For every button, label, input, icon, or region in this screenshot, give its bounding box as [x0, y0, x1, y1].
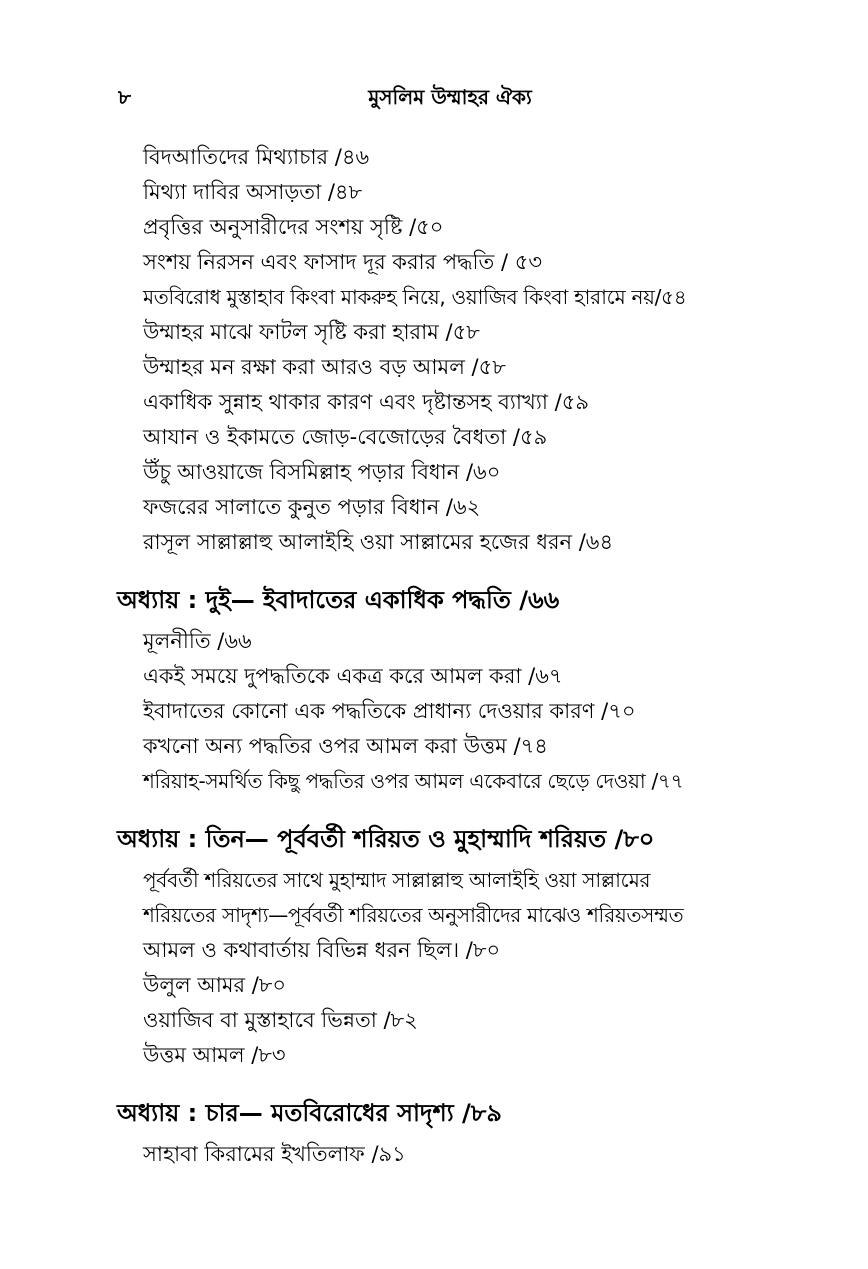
chapter-four-entries: [0, 1137, 868, 1172]
toc-entry: আযান ও ইকামতে জোড়-বেজোড়ের বৈধতা /৫৯: [143, 425, 548, 449]
toc-entry: আমল ও কথাবার্তায় বিভিন্ন ধরন ছিল। /৮০: [143, 938, 501, 962]
toc-entry: মতবিরোধ মুস্তাহাব কিংবা মাকরুহ নিয়ে, ওয়াজিব কিংবা হারামে নয়/৫৪: [143, 285, 687, 309]
toc-entry: উম্মাহর মাঝে ফাটল সৃষ্টি করা হারাম /৫৮: [143, 320, 480, 344]
toc-entry: একই সময়ে দুপদ্ধতিকে একত্র করে আমল করা /৬৭: [143, 664, 563, 688]
page-number: ৮: [118, 85, 131, 109]
table-of-contents: [0, 140, 868, 1172]
book-title: মুসলিম উম্মাহর ঐক্য: [368, 85, 532, 109]
chapter-heading-two: অধ্যায় : দুই— ইবাদাতের একাধিক পদ্ধতি /৬৬: [117, 586, 560, 614]
toc-entry: সংশয় নিরসন এবং ফাসাদ দূর করার পদ্ধতি / ৫৩: [143, 250, 542, 274]
chapter-three-entries: [0, 863, 868, 1073]
toc-entry: উম্মাহর মন রক্ষা করা আরও বড় আমল /৫৮: [143, 355, 506, 379]
toc-entry: শরিয়াহ-সমর্থিত কিছু পদ্ধতির ওপর আমল একেবারে ছেড়ে দেওয়া /৭৭: [143, 769, 684, 793]
toc-entry: কখনো অন্য পদ্ধতির ওপর আমল করা উত্তম /৭৪: [143, 734, 548, 758]
chapter-heading-four: অধ্যায় : চার— মতবিরোধের সাদৃশ্য /৮৯: [117, 1099, 502, 1127]
running-head: [0, 80, 868, 114]
toc-entry: সাহাবা কিরামের ইখতিলাফ /৯১: [143, 1142, 406, 1166]
toc-entry: রাসূল সাল্লাল্লাহু আলাইহি ওয়া সাল্লামের হজের ধরন /৬৪: [143, 530, 614, 554]
toc-entry: মিথ্যা দাবির অসাড়তা /৪৮: [143, 180, 363, 204]
toc-entry: ফজরের সালাতে কুনুত পড়ার বিধান /৬২: [143, 495, 481, 519]
toc-entry: উলুল আমর /৮০: [143, 973, 287, 997]
toc-entry: ওয়াজিব বা মুস্তাহাবে ভিন্নতা /৮২: [143, 1008, 418, 1032]
toc-entry: শরিয়তের সাদৃশ্য—পূর্ববর্তী শরিয়তের অনুসারীদের মাঝেও শরিয়তসম্মত: [143, 903, 684, 927]
toc-entry: ইবাদাতের কোনো এক পদ্ধতিকে প্রাধান্য দেওয়ার কারণ /৭০: [143, 699, 636, 723]
toc-entry: উঁচু আওয়াজে বিসমিল্লাহ পড়ার বিধান /৬০: [143, 460, 501, 484]
toc-entry: প্রবৃত্তির অনুসারীদের সংশয় সৃষ্টি /৫০: [143, 215, 444, 239]
toc-entry: বিদআতিদের মিথ্যাচার /৪৬: [143, 145, 370, 169]
chapter-two-entries: [0, 624, 868, 799]
toc-entry: পূর্ববর্তী শরিয়তের সাথে মুহাম্মাদ সাল্লাল্লাহু আলাইহি ওয়া সাল্লামের: [143, 868, 651, 892]
toc-entry: উত্তম আমল /৮৩: [143, 1043, 286, 1067]
intro-entries: [0, 140, 868, 560]
toc-entry: একাধিক সুন্নাহ থাকার কারণ এবং দৃষ্টান্তসহ ব্যাখ্যা /৫৯: [143, 390, 589, 414]
toc-entry: মূলনীতি /৬৬: [143, 629, 252, 653]
chapter-heading-three: অধ্যায় : তিন— পূর্ববর্তী শরিয়ত ও মুহাম্মাদি শরিয়ত /৮০: [117, 825, 655, 853]
